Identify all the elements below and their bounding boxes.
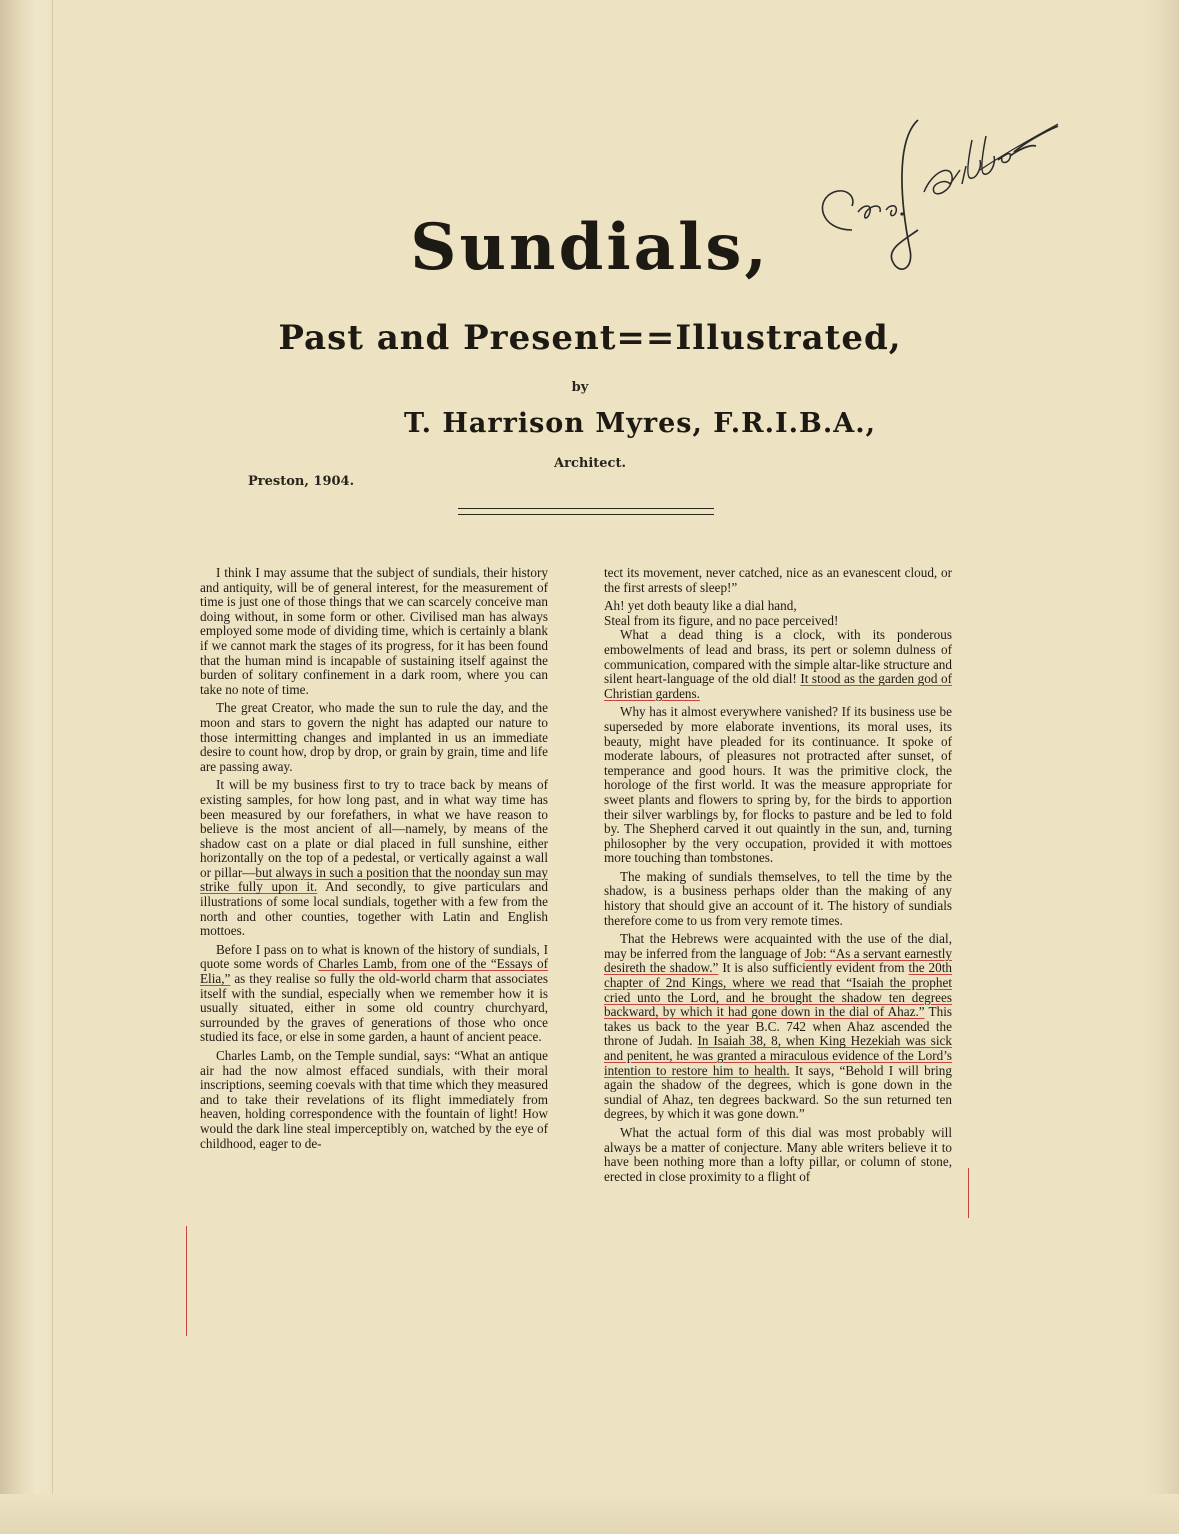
underlined-passage: Job: “As a servant earnestly desireth the shadow.” <box>604 945 952 976</box>
binding-gutter <box>0 0 53 1534</box>
text-run: This takes us back to the year B.C. 742 when Ahaz ascended the throne of Judah. <box>604 1004 952 1049</box>
text-run: It is also sufficiently evident from <box>718 960 909 976</box>
handwritten-signature <box>800 80 1060 280</box>
text-run: It will be my business first to try to trace back by means of existing samples, for how long past, and in what way time has been measured by our forefathers, in what we have reason to believe is the most ancient of all—namely, by means of the shadow cast on a plate or dial placed in full sunshine, either horizontally on the top of a pedestal, or vertically against a wall or pillar— <box>200 777 548 880</box>
paragraph: The great Creator, who made the sun to rule the day, and the moon and stars to govern the night has adapted our nature to those intermitting changes and implanted in us an immediate desire to count how, drop by drop, or grain by grain, time and life are passing away. <box>200 700 548 774</box>
place-date: Preston, 1904. <box>248 474 355 489</box>
paragraph <box>604 932 952 1122</box>
author-role: Architect. <box>554 456 626 471</box>
verse-line: Steal from its figure, and no pace perceived! <box>604 612 839 628</box>
author-name: T. Harrison Myres, F.R.I.B.A., <box>403 408 877 439</box>
page-edge-right <box>1143 0 1179 1534</box>
text-run: That the Hebrews were acquainted with the use of the dial, may be inferred from the language of <box>604 931 952 961</box>
margin-annotation-right <box>968 1168 969 1218</box>
underlined-passage: but always in such a position that the noonday sun may strike fully upon it. <box>200 864 548 895</box>
text-run: Before I pass on to what is known of the history of sundials, I quote some words of <box>200 941 548 972</box>
text-column-left <box>200 566 548 1155</box>
paragraph: I think I may assume that the subject of sundials, their history and antiquity, will be of general interest, for the measurement of time is just one of those things that we can scarcely conceive man doing without, in some form or other. Civilised man has always employed some mode of dividing time, which is certainly a blank if we cannot mark the stages of its progress, for it has been found that the human mind is incapable of sustaining itself against the burden of solitary confinement in a dark room, where you can take no note of time. <box>200 565 548 697</box>
text-run: What a dead thing is a clock, with its ponderous embowelments of lead and brass, its pert or solemn dulness of communication, compared with the simple altar-like structure and silent heart-language of the old dial! <box>604 627 952 687</box>
paragraph: The making of sundials themselves, to tell the time by the shadow, is a business perhaps older than the making of any history that should give an account of it. The history of sundials therefore come to us from very remote times. <box>604 868 952 928</box>
underlined-passage: It stood as the garden god of Christian gardens. <box>604 671 952 701</box>
paragraph: What the actual form of this dial was most probably will always be a matter of conjecture. Many able writers believe it to have been nothing more than a lofty pillar, or column of stone, erected in close proximity to a flight of <box>604 1124 952 1184</box>
underlined-passage: Charles Lamb, from one of the “Essays of Elia,” <box>200 956 548 987</box>
paragraph <box>200 778 548 939</box>
page-edge-bottom <box>0 1494 1179 1534</box>
underlined-passage: In Isaiah 38, 8, when King Hezekiah was sick and penitent, he was granted a miraculous evidence of the Lord’s intention to restore him to health. <box>604 1033 952 1078</box>
byline-by: by <box>571 380 589 395</box>
paragraph: tect its movement, never catched, nice as an evanescent cloud, or the first arrests of sleep!” <box>604 565 952 595</box>
paragraph: Why has it almost everywhere vanished? If its business use be superseded by more elaborate inventions, its moral uses, its beauty, might have pleaded for its continuance. It spoke of moderate labours, of pleasures not protracted after sunset, of temperance and good hours. It was the primitive clock, the horologe of the first world. It was the measure appropriate for sweet plants and flowers to spring by, for the birds to apportion their silver warblings by, for flocks to pasture and be led to fold by. The Shepherd carved it out quaintly in the sun, and, turning philosopher by the very occupation, provided it with mottoes more touching than tombstones. <box>604 704 952 866</box>
text-run: It says, “Behold I will bring again the shadow of the degrees, which is gone down in the sundial of Ahaz, ten degrees backward. So the sun returned ten degrees, by which it was gone down.” <box>604 1062 952 1122</box>
paragraph <box>200 943 548 1045</box>
text-run: as they realise so fully the old-world charm that associates itself with the sundial, especially when we remember how it is usually situated, either in some old country churchyard, surrounded by the graves of generations of those who once studied its face, or else in some garden, a haunt of ancient peace. <box>200 971 548 1045</box>
paragraph <box>604 628 952 701</box>
page-title: Sundials, <box>410 210 770 285</box>
text-column-right <box>604 566 952 1188</box>
underlined-passage: the 20th chapter of 2nd Kings, where we read that “Isaiah the prophet cried unto the Lord, and he brought the shadow ten degrees backward, by which it had gone down in the dial of Ahaz.” <box>604 960 952 1020</box>
divider-rule-bottom <box>458 514 714 515</box>
page-subtitle: Past and Present==Illustrated, <box>278 318 902 358</box>
verse-line: Ah! yet doth beauty like a dial hand, <box>604 598 797 614</box>
text-run: And secondly, to give particulars and illustrations of some local sundials, together with a few from the north and other counties, together with Latin and English mottoes. <box>200 879 548 939</box>
margin-annotation-left <box>186 1226 187 1336</box>
paragraph: Charles Lamb, on the Temple sundial, says: “What an antique air had the now almost effaced sundials, with their moral inscriptions, seeming coevals with that time which they measured and to take their revelations of its flight immediately from heaven, holding correspondence with the fountain of light! How would the dark line steal imperceptibly on, watched by the eye of childhood, eager to de- <box>200 1048 548 1151</box>
divider-rule-top <box>458 508 714 509</box>
